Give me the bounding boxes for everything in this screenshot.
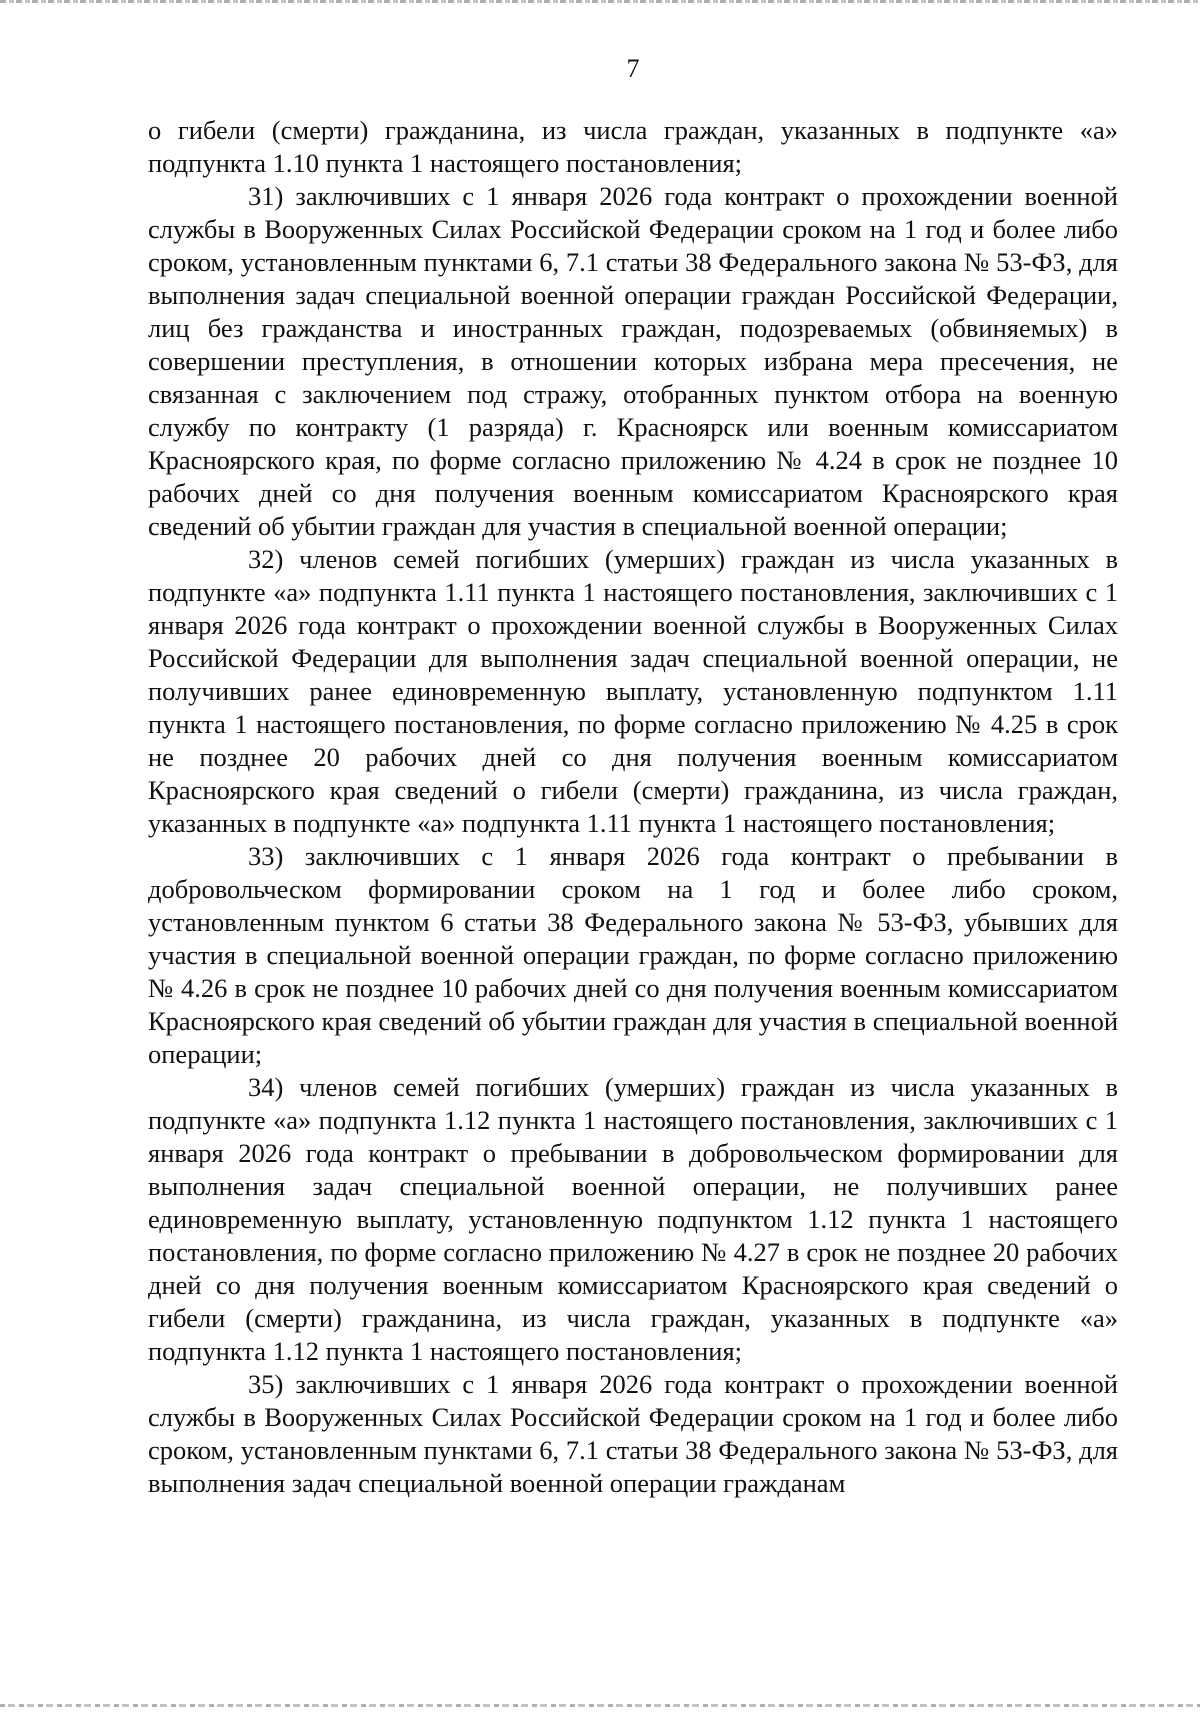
- paragraph-item-31: 31) заключивших с 1 января 2026 года контракт о прохождении военной службы в Вооруженных Силах Российской Федерации сроком на 1 год и более либо сроком, установленным пунктами 6, 7.1 статьи 38 Федерального закона № 53-ФЗ, для выполнения задач специальной военной операции граждан Российской Федерации, лиц без гражданства и иностранных граждан, подозреваемых (обвиняемых) в совершении преступления, в отношении которых избрана мера пресечения, не связанная с заключением под стражу, отобранных пунктом отбора на военную службу по контракту (1 разряда) г. Красноярск или военным комиссариатом Красноярского края, по форме согласно приложению № 4.24 в срок не позднее 10 рабочих дней со дня получения военным комиссариатом Красноярского края сведений об убытии граждан для участия в специальной военной операции;: [148, 181, 1118, 541]
- scan-edge-top: [0, 0, 1200, 3]
- document-body: [148, 114, 1118, 1500]
- paragraph-item-32: 32) членов семей погибших (умерших) граждан из числа указанных в подпункте «а» подпункта 1.11 пункта 1 настоящего постановления, заключивших с 1 января 2026 года контракт о прохождении военной службы в Вооруженных Силах Российской Федерации для выполнения задач специальной военной операции, не получивших ранее единовременную выплату, установленную подпунктом 1.11 пункта 1 настоящего постановления, по форме согласно приложению № 4.25 в срок не позднее 20 рабочих дней со дня получения военным комиссариатом Красноярского края сведений о гибели (смерти) гражданина, из числа граждан, указанных в подпункте «а» подпункта 1.11 пункта 1 настоящего постановления;: [148, 544, 1118, 838]
- paragraph-item-35: 35) заключивших с 1 января 2026 года контракт о прохождении военной службы в Вооруженных Силах Российской Федерации сроком на 1 год и более либо сроком, установленным пунктами 6, 7.1 статьи 38 Федерального закона № 53-ФЗ, для выполнения задач специальной военной операции гражданам: [148, 1369, 1118, 1498]
- paragraph-item-34: 34) членов семей погибших (умерших) граждан из числа указанных в подпункте «а» подпункта 1.12 пункта 1 настоящего постановления, заключивших с 1 января 2026 года контракт о пребывании в добровольческом формировании для выполнения задач специальной военной операции, не получивших ранее единовременную выплату, установленную подпунктом 1.12 пункта 1 настоящего постановления, по форме согласно приложению № 4.27 в срок не позднее 20 рабочих дней со дня получения военным комиссариатом Красноярского края сведений о гибели (смерти) гражданина, из числа граждан, указанных в подпункте «а» подпункта 1.12 пункта 1 настоящего постановления;: [148, 1072, 1118, 1366]
- paragraph-item-33: 33) заключивших с 1 января 2026 года контракт о пребывании в добровольческом формировании сроком на 1 год и более либо сроком, установленным пунктом 6 статьи 38 Федерального закона № 53-ФЗ, убывших для участия в специальной военной операции граждан, по форме согласно приложению № 4.26 в срок не позднее 10 рабочих дней со дня получения военным комиссариатом Красноярского края сведений об убытии граждан для участия в специальной военной операции;: [148, 841, 1118, 1069]
- page-number: 7: [626, 54, 640, 83]
- paragraph-continuation: о гибели (смерти) гражданина, из числа граждан, указанных в подпункте «а» подпункта 1.10 пункта 1 настоящего постановления;: [148, 115, 1118, 178]
- scan-edge-bottom: [0, 1704, 1200, 1707]
